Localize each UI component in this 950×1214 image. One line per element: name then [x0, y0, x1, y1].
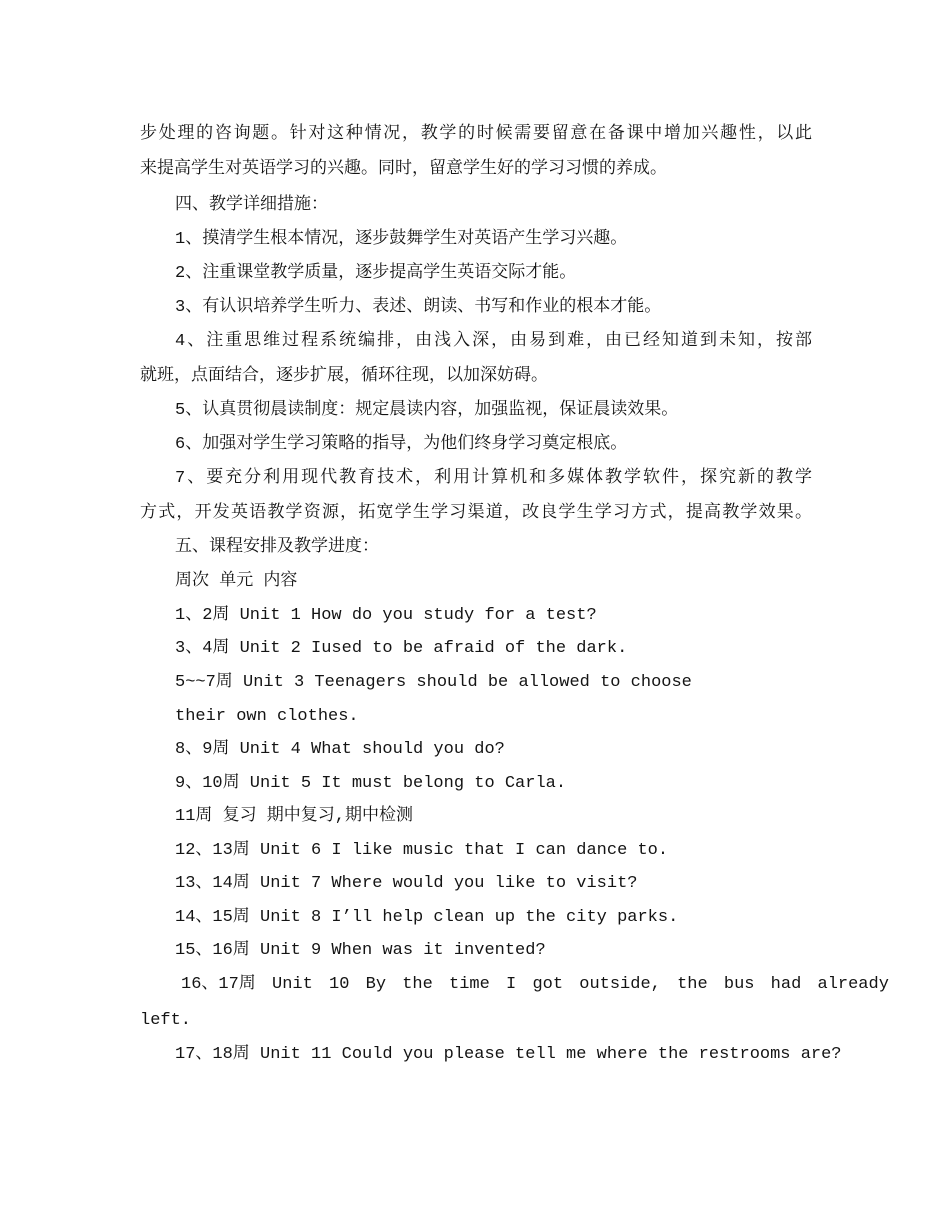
schedule-row: 8、9周 Unit 4 What should you do? [175, 740, 505, 759]
section-heading: 五、课程安排及教学进度： [175, 538, 379, 557]
schedule-row: 14、15周 Unit 8 I’ll help clean up the city parks. [175, 908, 679, 927]
schedule-header: 周次 单元 内容 [175, 572, 298, 591]
schedule-row: 9、10周 Unit 5 It must belong to Carla. [175, 774, 567, 793]
list-item: 6、加强对学生学习策略的指导，为他们终身学习奠定根底。 [175, 435, 628, 454]
list-item: 5、认真贯彻晨读制度：规定晨读内容，加强监视，保证晨读效果。 [175, 401, 679, 420]
schedule-row: 12、13周 Unit 6 I like music that I can dance to. [175, 841, 669, 860]
list-item-continuation: 就班，点面结合，逐步扩展，循环往现，以加深妨碍。 [140, 367, 548, 386]
list-item: 4、注重思维过程系统编排，由浅入深，由易到难，由已经知道到未知，按部 [175, 332, 812, 351]
list-item: 3、有认识培养学生听力、表述、朗读、书写和作业的根本才能。 [175, 298, 662, 317]
schedule-row: 15、16周 Unit 9 When was it invented? [175, 941, 546, 960]
schedule-row: 1、2周 Unit 1 How do you study for a test? [175, 606, 597, 625]
schedule-row: 5~~7周 Unit 3 Teenagers should be allowed to choose [175, 673, 692, 692]
list-item: 7、要充分利用现代教育技术，利用计算机和多媒体教学软件，探究新的教学 [175, 469, 812, 488]
list-item: 2、注重课堂教学质量，逐步提高学生英语交际才能。 [175, 264, 577, 283]
list-item-continuation: 方式，开发英语教学资源，拓宽学生学习渠道，改良学生学习方式，提高教学效果。 [140, 504, 812, 523]
schedule-row: 16、17周 Unit 10 By the time I got outside, the bus had already [181, 975, 889, 994]
schedule-row: 11周 复习 期中复习,期中检测 [175, 807, 414, 826]
paragraph-line: 来提高学生对英语学习的兴趣。同时，留意学生好的学习习惯的养成。 [140, 160, 667, 179]
schedule-row-continuation: left. [140, 1011, 192, 1030]
schedule-row: 3、4周 Unit 2 Iused to be afraid of the dark. [175, 639, 628, 658]
list-item: 1、摸清学生根本情况，逐步鼓舞学生对英语产生学习兴趣。 [175, 230, 628, 249]
section-heading: 四、教学详细措施： [175, 196, 328, 215]
schedule-row: 13、14周 Unit 7 Where would you like to visit? [175, 874, 638, 893]
paragraph-line: 步处理的咨询题。针对这种情况，教学的时候需要留意在备课中增加兴趣性，以此 [140, 125, 812, 144]
schedule-row: 17、18周 Unit 11 Could you please tell me where the restrooms are? [175, 1045, 842, 1064]
schedule-row-continuation: their own clothes. [175, 707, 359, 726]
